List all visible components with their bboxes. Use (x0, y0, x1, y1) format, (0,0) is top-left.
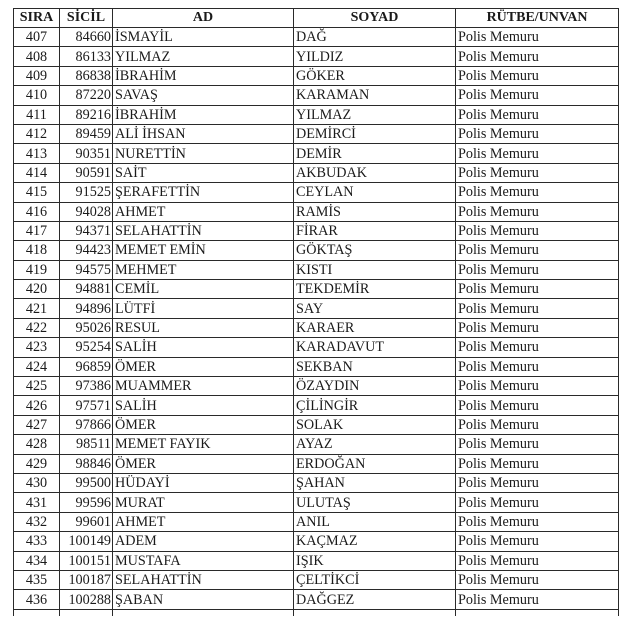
cell-sicil: 89216 (60, 105, 113, 124)
cell-sicil: 99596 (60, 493, 113, 512)
cell-ad: ADEM (113, 532, 294, 551)
cell-sira: 427 (14, 415, 60, 434)
table-row (14, 105, 619, 124)
table-row (14, 454, 619, 473)
cell-sicil: 97386 (60, 377, 113, 396)
cell-rutbe: Polis Memuru (456, 241, 619, 260)
cell-sira: 430 (14, 473, 60, 492)
cell-soyad: CEYLAN (294, 183, 456, 202)
cell-rutbe: Polis Memuru (456, 299, 619, 318)
cell-soyad: FİRAR (294, 221, 456, 240)
cell-rutbe: Polis Memuru (456, 590, 619, 609)
cell-sicil: 100149 (60, 532, 113, 551)
cell-ad: ÖMER (113, 454, 294, 473)
cell-empty (294, 609, 456, 616)
cell-sira: 410 (14, 86, 60, 105)
cell-sira: 432 (14, 512, 60, 531)
cell-sicil: 86838 (60, 66, 113, 85)
cell-ad: MEMET FAYIK (113, 435, 294, 454)
table-row-partial (14, 609, 619, 616)
cell-soyad: YILDIZ (294, 47, 456, 66)
cell-ad: AHMET (113, 512, 294, 531)
cell-rutbe: Polis Memuru (456, 493, 619, 512)
cell-rutbe: Polis Memuru (456, 415, 619, 434)
cell-sira: 418 (14, 241, 60, 260)
cell-soyad: ÇELTİKCİ (294, 570, 456, 589)
table-row (14, 163, 619, 182)
cell-ad: YILMAZ (113, 47, 294, 66)
cell-soyad: KARADAVUT (294, 338, 456, 357)
cell-sira: 411 (14, 105, 60, 124)
cell-sicil: 98846 (60, 454, 113, 473)
cell-sicil: 96859 (60, 357, 113, 376)
cell-rutbe: Polis Memuru (456, 47, 619, 66)
cell-rutbe: Polis Memuru (456, 532, 619, 551)
cell-soyad: SAY (294, 299, 456, 318)
cell-sira: 422 (14, 318, 60, 337)
table-row (14, 144, 619, 163)
cell-sicil: 100151 (60, 551, 113, 570)
cell-ad: İBRAHİM (113, 105, 294, 124)
cell-soyad: KARAMAN (294, 86, 456, 105)
cell-soyad: GÖKTAŞ (294, 241, 456, 260)
cell-soyad: TEKDEMİR (294, 280, 456, 299)
cell-ad: MUAMMER (113, 377, 294, 396)
table-row (14, 590, 619, 609)
cell-sira: 416 (14, 202, 60, 221)
cell-soyad: ŞAHAN (294, 473, 456, 492)
cell-sicil: 90591 (60, 163, 113, 182)
cell-ad: RESUL (113, 318, 294, 337)
table-row (14, 493, 619, 512)
cell-sicil: 94896 (60, 299, 113, 318)
cell-sicil: 95026 (60, 318, 113, 337)
cell-sira: 409 (14, 66, 60, 85)
cell-sira: 423 (14, 338, 60, 357)
cell-rutbe: Polis Memuru (456, 124, 619, 143)
cell-sira: 424 (14, 357, 60, 376)
cell-ad: İSMAYİL (113, 28, 294, 47)
cell-rutbe: Polis Memuru (456, 86, 619, 105)
cell-soyad: IŞIK (294, 551, 456, 570)
cell-rutbe: Polis Memuru (456, 163, 619, 182)
cell-rutbe: Polis Memuru (456, 570, 619, 589)
cell-soyad: AYAZ (294, 435, 456, 454)
cell-ad: SELAHATTİN (113, 570, 294, 589)
cell-rutbe: Polis Memuru (456, 105, 619, 124)
table-row (14, 86, 619, 105)
cell-rutbe: Polis Memuru (456, 377, 619, 396)
header-ad: AD (113, 9, 294, 28)
cell-ad: ÖMER (113, 415, 294, 434)
cell-empty (113, 609, 294, 616)
cell-soyad: SEKBAN (294, 357, 456, 376)
table-row (14, 241, 619, 260)
cell-sira: 435 (14, 570, 60, 589)
cell-sira: 413 (14, 144, 60, 163)
cell-ad: MUSTAFA (113, 551, 294, 570)
cell-soyad: GÖKER (294, 66, 456, 85)
cell-sira: 415 (14, 183, 60, 202)
cell-rutbe: Polis Memuru (456, 183, 619, 202)
cell-sicil: 97571 (60, 396, 113, 415)
table-row (14, 396, 619, 415)
cell-sira: 431 (14, 493, 60, 512)
cell-ad: SAİT (113, 163, 294, 182)
cell-soyad: KARAER (294, 318, 456, 337)
cell-sira: 434 (14, 551, 60, 570)
cell-soyad: RAMİS (294, 202, 456, 221)
cell-rutbe: Polis Memuru (456, 512, 619, 531)
personnel-table (13, 8, 619, 616)
table-row (14, 221, 619, 240)
table-row (14, 299, 619, 318)
cell-ad: SALİH (113, 396, 294, 415)
table-body (14, 28, 619, 616)
cell-ad: ŞABAN (113, 590, 294, 609)
cell-ad: AHMET (113, 202, 294, 221)
cell-rutbe: Polis Memuru (456, 260, 619, 279)
cell-ad: MEMET EMİN (113, 241, 294, 260)
cell-sicil: 94575 (60, 260, 113, 279)
cell-soyad: ERDOĞAN (294, 454, 456, 473)
cell-rutbe: Polis Memuru (456, 221, 619, 240)
cell-ad: LÜTFİ (113, 299, 294, 318)
cell-rutbe: Polis Memuru (456, 435, 619, 454)
table-row (14, 473, 619, 492)
cell-sicil: 100288 (60, 590, 113, 609)
cell-sicil: 97866 (60, 415, 113, 434)
cell-soyad: KAÇMAZ (294, 532, 456, 551)
cell-soyad: YILMAZ (294, 105, 456, 124)
cell-ad: SALİH (113, 338, 294, 357)
cell-rutbe: Polis Memuru (456, 454, 619, 473)
table-row (14, 280, 619, 299)
cell-sicil: 87220 (60, 86, 113, 105)
cell-sicil: 99601 (60, 512, 113, 531)
cell-sicil: 91525 (60, 183, 113, 202)
cell-rutbe: Polis Memuru (456, 28, 619, 47)
cell-rutbe: Polis Memuru (456, 144, 619, 163)
header-sira: SIRA (14, 9, 60, 28)
cell-empty (60, 609, 113, 616)
cell-ad: SELAHATTİN (113, 221, 294, 240)
header-soyad: SOYAD (294, 9, 456, 28)
cell-sira: 417 (14, 221, 60, 240)
cell-sira: 407 (14, 28, 60, 47)
cell-ad: ALİ İHSAN (113, 124, 294, 143)
cell-ad: MURAT (113, 493, 294, 512)
cell-sira: 414 (14, 163, 60, 182)
cell-empty (14, 609, 60, 616)
cell-ad: CEMİL (113, 280, 294, 299)
cell-sira: 420 (14, 280, 60, 299)
table-row (14, 318, 619, 337)
cell-rutbe: Polis Memuru (456, 280, 619, 299)
cell-rutbe: Polis Memuru (456, 551, 619, 570)
cell-sicil: 94881 (60, 280, 113, 299)
cell-sira: 419 (14, 260, 60, 279)
cell-empty (456, 609, 619, 616)
cell-rutbe: Polis Memuru (456, 396, 619, 415)
cell-soyad: DAĞ (294, 28, 456, 47)
cell-soyad: DEMİR (294, 144, 456, 163)
table-row (14, 66, 619, 85)
cell-sira: 429 (14, 454, 60, 473)
table-row (14, 357, 619, 376)
cell-sira: 436 (14, 590, 60, 609)
table-row (14, 28, 619, 47)
cell-soyad: DEMİRCİ (294, 124, 456, 143)
table-header-row (14, 9, 619, 28)
cell-ad: ŞERAFETTİN (113, 183, 294, 202)
header-rutbe: RÜTBE/UNVAN (456, 9, 619, 28)
cell-sira: 426 (14, 396, 60, 415)
table-row (14, 570, 619, 589)
table-row (14, 435, 619, 454)
cell-soyad: ANIL (294, 512, 456, 531)
cell-rutbe: Polis Memuru (456, 202, 619, 221)
table-row (14, 202, 619, 221)
cell-soyad: DAĞGEZ (294, 590, 456, 609)
cell-sicil: 89459 (60, 124, 113, 143)
table-row (14, 124, 619, 143)
cell-sicil: 99500 (60, 473, 113, 492)
cell-rutbe: Polis Memuru (456, 473, 619, 492)
cell-sira: 428 (14, 435, 60, 454)
table-row (14, 338, 619, 357)
cell-soyad: ÇİLİNGİR (294, 396, 456, 415)
cell-sicil: 95254 (60, 338, 113, 357)
cell-ad: MEHMET (113, 260, 294, 279)
cell-rutbe: Polis Memuru (456, 357, 619, 376)
table-row (14, 377, 619, 396)
cell-sicil: 86133 (60, 47, 113, 66)
cell-soyad: ÖZAYDIN (294, 377, 456, 396)
table-row (14, 47, 619, 66)
cell-ad: HÜDAYİ (113, 473, 294, 492)
cell-soyad: SOLAK (294, 415, 456, 434)
cell-sicil: 94371 (60, 221, 113, 240)
table-row (14, 532, 619, 551)
cell-soyad: AKBUDAK (294, 163, 456, 182)
cell-ad: NURETTİN (113, 144, 294, 163)
cell-sicil: 94028 (60, 202, 113, 221)
table-row (14, 415, 619, 434)
cell-sicil: 100187 (60, 570, 113, 589)
cell-ad: SAVAŞ (113, 86, 294, 105)
table-row (14, 260, 619, 279)
table-row (14, 512, 619, 531)
cell-sicil: 94423 (60, 241, 113, 260)
cell-soyad: KISTI (294, 260, 456, 279)
cell-sira: 408 (14, 47, 60, 66)
cell-sicil: 98511 (60, 435, 113, 454)
cell-rutbe: Polis Memuru (456, 338, 619, 357)
cell-rutbe: Polis Memuru (456, 318, 619, 337)
cell-sira: 412 (14, 124, 60, 143)
cell-soyad: ULUTAŞ (294, 493, 456, 512)
cell-sicil: 90351 (60, 144, 113, 163)
cell-sira: 433 (14, 532, 60, 551)
table-row (14, 551, 619, 570)
cell-ad: İBRAHİM (113, 66, 294, 85)
table-row (14, 183, 619, 202)
cell-sira: 421 (14, 299, 60, 318)
header-sicil: SİCİL (60, 9, 113, 28)
cell-ad: ÖMER (113, 357, 294, 376)
cell-sira: 425 (14, 377, 60, 396)
cell-rutbe: Polis Memuru (456, 66, 619, 85)
cell-sicil: 84660 (60, 28, 113, 47)
